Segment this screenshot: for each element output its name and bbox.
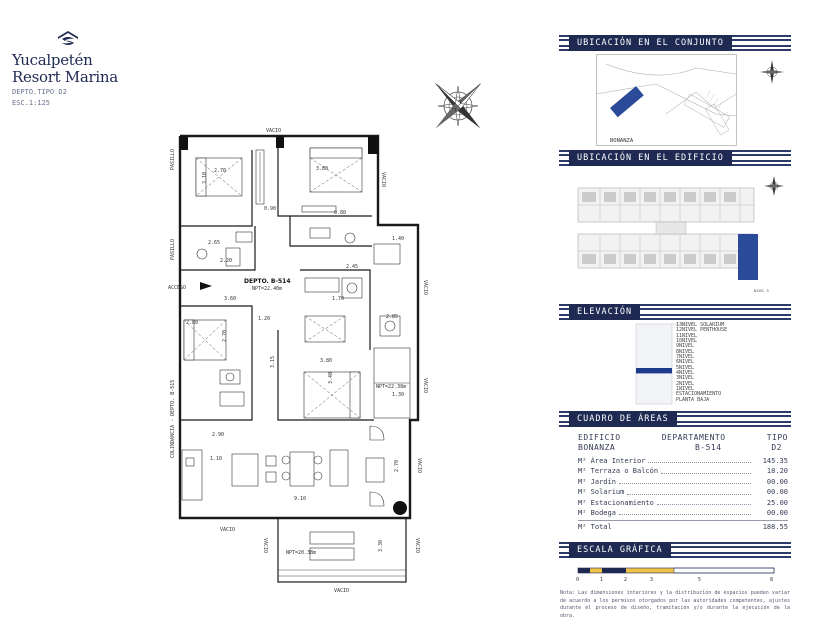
area-row-value: 18.20 — [766, 467, 788, 476]
dim-label: 0.90 — [264, 206, 277, 212]
level-label: 3NIVEL — [676, 375, 695, 382]
scale-tick-label: 2 — [624, 577, 628, 583]
passage-label-mid: PASILLO — [170, 238, 176, 260]
dim-label: 9.10 — [294, 496, 307, 502]
area-row-value: 188.55 — [762, 523, 788, 532]
area-row-label: M² Estacionamiento — [578, 498, 654, 507]
dim-label: 2.80 — [186, 320, 199, 326]
scale-tick-label: 8 — [770, 577, 774, 583]
scale-tick-label: 1 — [600, 577, 604, 583]
area-row-label: M² Bodega — [578, 509, 616, 518]
brand-block — [12, 30, 127, 108]
dim-label: 3.10 — [202, 171, 208, 184]
dim-label: 3.30 — [378, 539, 384, 552]
brand-name-line2: Resort Marina — [12, 68, 118, 86]
section-banner-cuadro — [559, 409, 791, 429]
level-label: 2NIVEL — [676, 380, 695, 387]
area-row-label: M² Total — [578, 523, 612, 532]
area-head-edificio: EDIFICIO — [578, 433, 621, 442]
dim-label: 2.90 — [212, 432, 225, 438]
dim-label: 1.10 — [210, 456, 223, 462]
level-label: 9NIVEL — [676, 343, 695, 350]
area-row — [578, 477, 788, 487]
section-title-cuadro: CUADRO DE ÁREAS — [569, 411, 677, 427]
void-label-right-bottom: VACIO — [414, 538, 420, 554]
section-banner-conjunto — [559, 33, 791, 53]
dim-label: 1.20 — [258, 316, 271, 322]
site-building-label: BONANZA — [610, 138, 634, 144]
column — [276, 136, 284, 148]
dim-label: 1.40 — [392, 236, 405, 242]
level-label: 10NIVEL — [676, 338, 698, 345]
scale-tick-label: 3 — [650, 577, 654, 583]
level-label: 13NIVEL SOLARIUM — [676, 322, 725, 328]
void-label-left-bottom: VACIO — [262, 538, 268, 554]
dim-label: 3.40 — [328, 371, 334, 384]
plan-scale-label: ESC.1:125 — [12, 99, 50, 107]
area-head-departamento: DEPARTAMENTO — [661, 433, 726, 442]
dim-label: 2.65 — [208, 240, 221, 246]
void-label-right-3: VACIO — [416, 458, 422, 474]
column — [180, 136, 188, 150]
area-row — [578, 487, 788, 497]
dim-label: 2.70 — [222, 329, 228, 342]
section-title-escala: ESCALA GRÁFICA — [569, 542, 671, 558]
area-row-label: M² Jardín — [578, 477, 616, 486]
dim-label: 3.80 — [320, 358, 333, 364]
brand-name-line1: Yucalpetén — [12, 51, 93, 69]
area-row — [578, 508, 788, 518]
area-value-departamento: B-514 — [694, 443, 722, 452]
level-label: 7NIVEL — [676, 354, 695, 361]
area-row-label: M² Terraza o Balcón — [578, 467, 659, 476]
area-head-tipo: TIPO — [766, 433, 788, 442]
level-label: 1NIVEL — [676, 386, 695, 393]
section-title-elevacion: ELEVACIÓN — [569, 304, 640, 320]
level-label: 12NIVEL PENTHOUSE — [676, 327, 728, 334]
dim-label: 2.70 — [214, 168, 227, 174]
void-label-top: VACIO — [266, 128, 282, 134]
section-title-edificio: UBICACIÓN EN EL EDIFICIO — [569, 150, 732, 166]
area-row-value: 25.00 — [766, 498, 788, 507]
area-value-edificio: BONANZA — [578, 443, 616, 452]
area-row-total — [578, 522, 788, 532]
level-label: 5NIVEL — [676, 364, 695, 371]
dim-label: 1.30 — [392, 392, 405, 398]
section-banner-elevacion — [559, 302, 791, 322]
edificio-note-label: NIVEL 5 — [754, 289, 769, 293]
area-row-label: M² Solarium — [578, 488, 625, 497]
building-floor-plate — [576, 174, 790, 296]
graphic-scale-bar — [576, 566, 782, 588]
section-banner-escala — [559, 540, 791, 560]
elevation-diagram — [634, 322, 794, 406]
neighbor-label: COLINDANCIA - DEPTO. B-515 — [170, 379, 176, 458]
area-row-value: 00.00 — [766, 509, 788, 518]
area-row — [578, 498, 788, 508]
level-label: 4NIVEL — [676, 370, 695, 377]
dim-label: 3.80 — [316, 166, 329, 172]
column — [393, 501, 407, 515]
void-label-upper-right: VACIO — [380, 172, 386, 188]
floor-plan — [160, 120, 445, 600]
area-row — [578, 456, 788, 466]
section-title-conjunto: UBICACIÓN EN EL CONJUNTO — [569, 35, 732, 51]
dim-label: 2.85 — [386, 314, 399, 320]
dim-label: 3.60 — [224, 296, 237, 302]
area-row — [578, 466, 788, 476]
void-label-right-2: VACIO — [422, 378, 428, 394]
area-row-value: 00.00 — [766, 477, 788, 486]
highlighted-level — [636, 368, 672, 373]
dim-label: 2.45 — [346, 264, 359, 270]
access-label: ACCESO — [168, 285, 187, 291]
disclaimer-note: Nota: Las dimensiones interiores y la distribución de espacios pueden variar de acuerdo a los permisos otorgados por las autoridades competentes, ajustes durante el proceso de diseño, tramitación y/o durante la ejecución de la obra. — [560, 590, 790, 619]
npt-bath-label: NPT=22.38m — [376, 384, 407, 390]
brand-logo-icon — [56, 30, 80, 50]
unit-npt-label: NPT=22.40m — [252, 286, 283, 292]
section-banner-edificio — [559, 148, 791, 168]
passage-label-top: PASILLO — [170, 148, 176, 170]
level-label: PLANTA BAJA — [676, 396, 710, 403]
dim-label: 1.70 — [332, 296, 345, 302]
dim-label: 0.80 — [334, 210, 347, 216]
area-row-value: 00.00 — [766, 488, 788, 497]
dim-label: 2.20 — [220, 258, 233, 264]
level-label: ESTACIONAMIENTO — [676, 391, 722, 398]
column — [368, 136, 378, 154]
level-label: 6NIVEL — [676, 359, 695, 366]
void-label-right-1: VACIO — [422, 280, 428, 296]
area-row-label: M² Área Interior — [578, 457, 646, 465]
area-table — [578, 433, 788, 533]
scale-tick-label: 0 — [576, 577, 580, 583]
level-label: 8NIVEL — [676, 348, 695, 355]
area-row-value: 145.35 — [762, 457, 788, 465]
npt-terrace-label: NPT=20.38m — [286, 550, 317, 556]
area-value-tipo: D2 — [771, 443, 782, 452]
void-label-bottom-left: VACIO — [220, 527, 236, 533]
dim-label: 3.15 — [270, 355, 276, 368]
unit-name-label: DEPTO. B-514 — [244, 278, 291, 285]
unit-type-label: DEPTO.TIPO D2 — [12, 88, 67, 96]
level-label: 11NIVEL — [676, 332, 698, 339]
scale-tick-label: 5 — [698, 577, 702, 583]
void-label-bottom: VACIO — [334, 588, 350, 594]
dim-label: 2.70 — [394, 459, 400, 472]
site-plan-map — [596, 54, 790, 146]
